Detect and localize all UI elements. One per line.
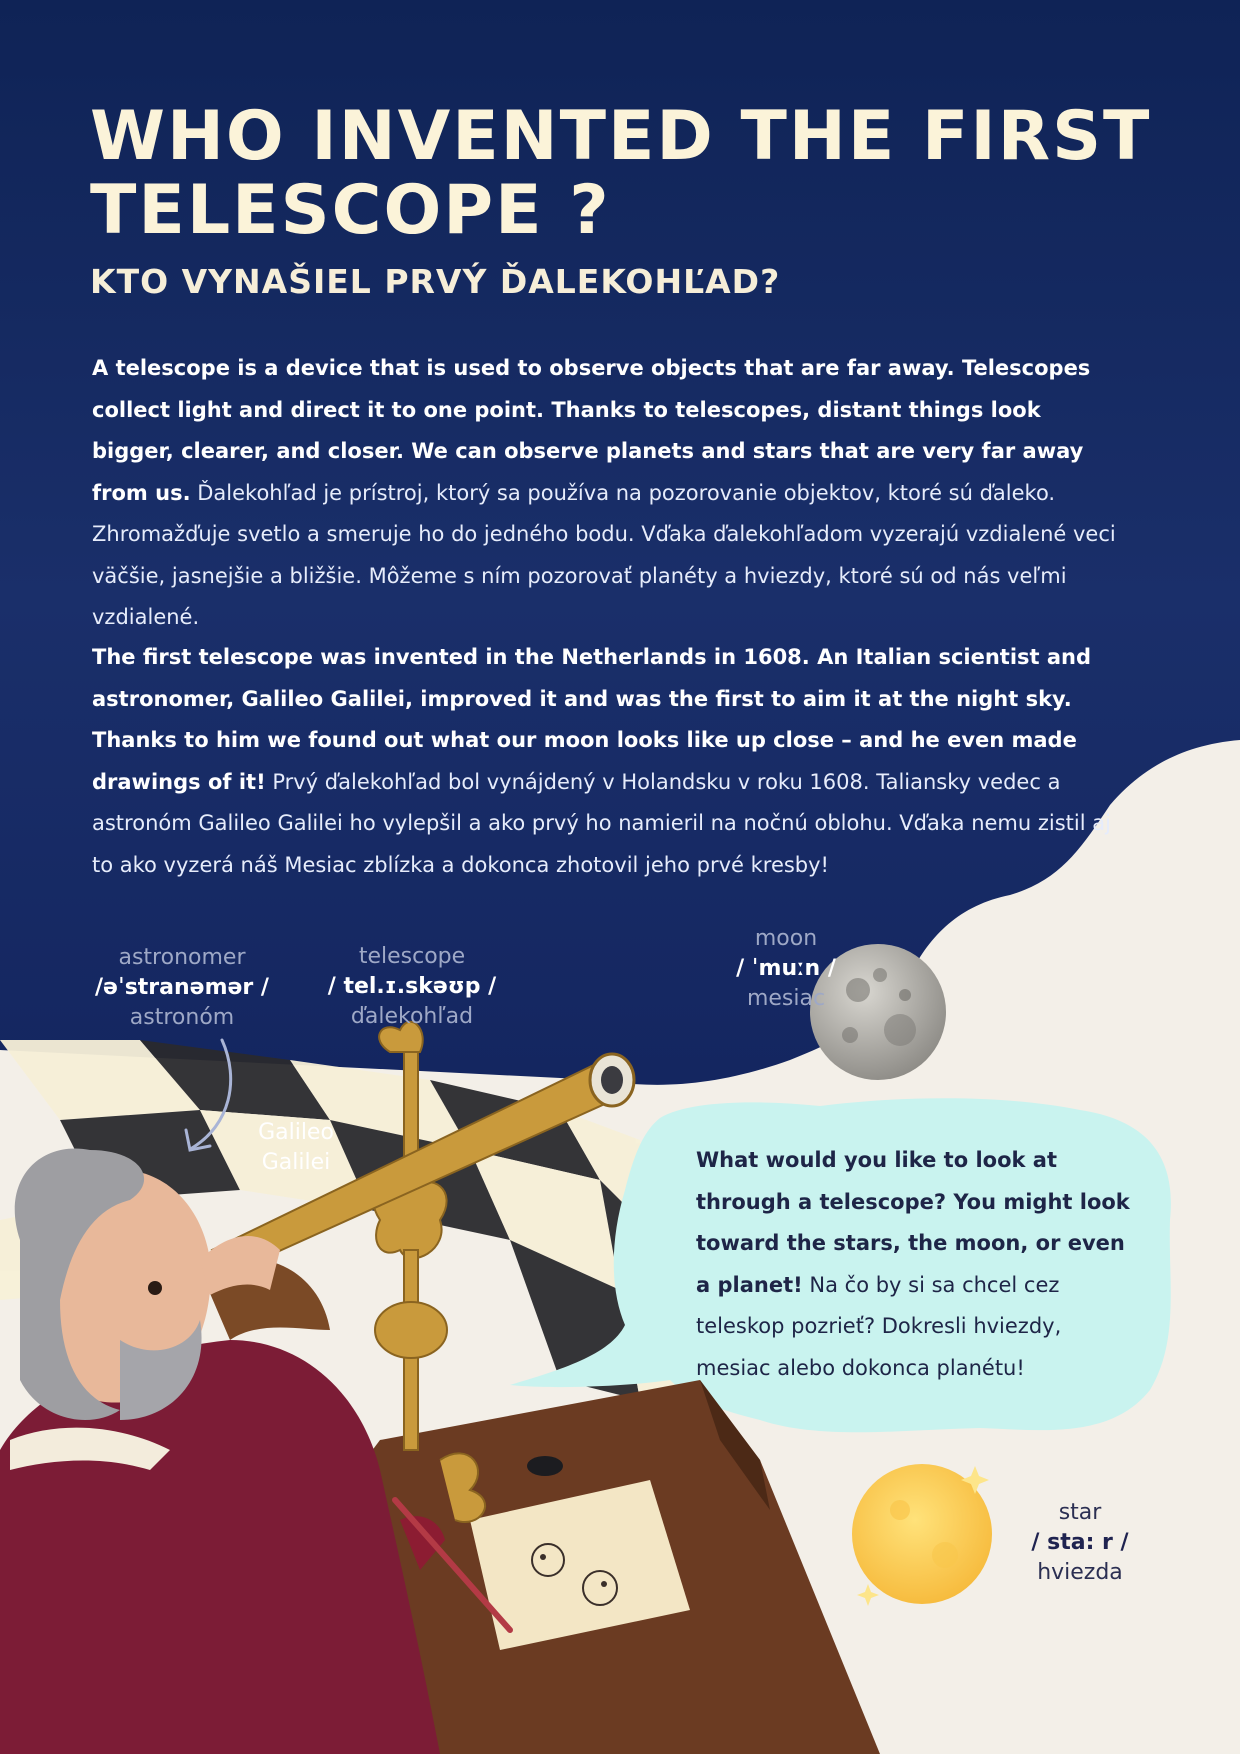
- intro-paragraph-slovak: Ďalekohľad je prístroj, ktorý sa používa na pozorovanie objektov, ktoré sú ďaleko. Zhromažďuje svetlo a smeruje ho do jedného bodu. Vďaka ďalekohľadom vyzerajú vzdialené veci väčšie, jasnejšie a bližšie. Môžeme s ním pozorovať planéty a hviezdy, ktoré sú od nás veľmi vzdialené.: [92, 480, 1116, 629]
- history-paragraph: [92, 637, 1122, 886]
- vocab-word: astronomer: [118, 945, 246, 970]
- vocab-word: star: [1058, 1500, 1102, 1525]
- vocab-pronunciation: / tel.ɪ.skəʊp /: [327, 974, 497, 999]
- galileo-name-label: [246, 1118, 346, 1178]
- history-paragraph-english: The first telescope was invented in the Netherlands in 1608. An Italian scientist and astronomer, Galileo Galilei, improved it and was the first to aim it at the night sky. Thanks to him we found out what our moon looks like up close – and he even made drawings of it!: [92, 645, 1092, 794]
- vocab-pronunciation: / ˈmuːn /: [736, 956, 836, 981]
- speech-bubble-english: What would you like to look at through a telescope? You might look toward the stars, the moon, or even a planet!: [696, 1148, 1130, 1297]
- vocab-translation: mesiac: [746, 986, 826, 1011]
- speech-bubble-slovak: Na čo by si sa chcel cez teleskop pozrieť? Dokresli hviezdy, mesiac alebo dokonca planétu!: [696, 1272, 1062, 1380]
- page-subtitle: KTO VYNAŠIEL PRVÝ ĎALEKOHĽAD?: [90, 262, 781, 301]
- vocab-translation: hviezda: [1037, 1560, 1123, 1585]
- vocab-pronunciation: / sta: r /: [1031, 1530, 1129, 1555]
- intro-paragraph: [92, 348, 1122, 639]
- vocab-telescope: [322, 942, 502, 1032]
- vocab-word: telescope: [358, 944, 466, 969]
- vocab-star: [1010, 1498, 1150, 1588]
- page-title: WHO INVENTED THE FIRST TELESCOPE ?: [90, 97, 1152, 250]
- vocab-word: moon: [754, 926, 818, 951]
- galileo-first-name: Galileo: [258, 1120, 334, 1145]
- vocab-moon: [716, 924, 856, 1014]
- ink-pot: [527, 1456, 563, 1476]
- vocab-astronomer: [92, 943, 272, 1033]
- speech-bubble-text: [696, 1140, 1136, 1389]
- intro-paragraph-english: A telescope is a device that is used to observe objects that are far away. Telescopes collect light and direct it to one point. Thanks to telescopes, distant things look bigger, clearer, and closer. We can observe planets and stars that are very far away from us.: [92, 356, 1091, 505]
- galileo-last-name: Galilei: [261, 1150, 331, 1175]
- vocab-pronunciation: /əˈstranəmər /: [95, 975, 269, 1000]
- history-paragraph-slovak: Prvý ďalekohľad bol vynájdený v Holandsku v roku 1608. Taliansky vedec a astronóm Galileo Galilei ho vylepšil a ako prvý ho namieril na nočnú oblohu. Vďaka nemu zistil aj to ako vyzerá náš Mesiac zblízka a dokonca zhotovil jeho prvé kresby!: [92, 769, 1111, 877]
- vocab-translation: astronóm: [129, 1005, 235, 1030]
- vocab-translation: ďalekohľad: [350, 1004, 474, 1029]
